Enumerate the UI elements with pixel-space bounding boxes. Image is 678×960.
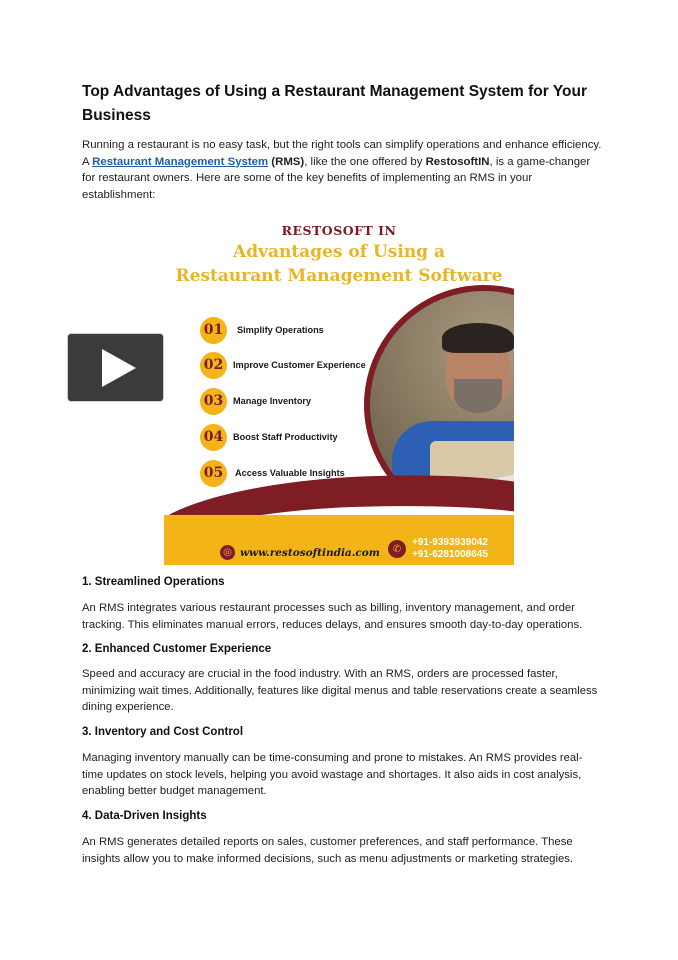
benefit-number: 03: [200, 388, 227, 415]
intro-text-1: Running a restaurant is no easy task, but the right tools can simplify operations and enhance efficiency. A: [82, 139, 602, 168]
website-text: www.restosoftindia.com: [240, 546, 380, 559]
play-icon: [102, 349, 136, 387]
section-body: Speed and accuracy are crucial in the food industry. With an RMS, orders are processed faster, minimizing wait times. Additionally, features like digital menus and table reservations create a seamless dining experience.: [82, 668, 598, 713]
banner-title: [164, 240, 514, 288]
phone-number-2: +91-6281008645: [412, 549, 488, 560]
banner-title-line2: Restaurant Management Software: [175, 266, 503, 286]
benefit-item: [200, 350, 390, 380]
page-title: Top Advantages of Using a Restaurant Management System for Your Business: [82, 83, 587, 124]
brand-name: RestosoftIN: [425, 155, 490, 168]
rms-link[interactable]: Restaurant Management System: [92, 155, 269, 168]
section-heading: 3. Inventory and Cost Control: [82, 726, 244, 738]
banner-brand: RESTOSOFT IN: [281, 223, 397, 238]
intro-text-4: , is a game-changer for restaurant owners. Here are some of the key benefits of implementing an RMS in your establishment:: [82, 155, 591, 201]
benefit-label: Access Valuable Insights: [235, 468, 345, 478]
benefit-label: Simplify Operations: [237, 325, 324, 335]
intro-paragraph: [82, 137, 602, 203]
benefit-item: [200, 386, 390, 416]
benefit-number: 02: [200, 352, 227, 379]
benefit-item: [200, 422, 390, 452]
phone-number-1: +91-9393939042: [412, 537, 488, 548]
section-heading: 1. Streamlined Operations: [82, 576, 225, 588]
section-body: Managing inventory manually can be time-consuming and prone to mistakes. An RMS provides real-time updates on stock levels, helping you avoid wastage and shortages. It also aids in cost analysis, enabling better budget management.: [82, 752, 583, 797]
benefit-number: 05: [200, 460, 227, 487]
benefit-label: Boost Staff Productivity: [233, 432, 338, 442]
rms-abbrev: (RMS): [271, 155, 305, 168]
intro-text-3: , like the one offered by: [304, 155, 426, 168]
benefit-label: Manage Inventory: [233, 396, 312, 406]
globe-icon: ◎: [220, 545, 235, 560]
banner-phones: [388, 537, 488, 561]
phone-numbers: [412, 537, 488, 561]
phone-icon: ✆: [388, 540, 406, 558]
benefit-number: 04: [200, 424, 227, 451]
banner-website: [220, 545, 380, 560]
section-heading: 2. Enhanced Customer Experience: [82, 643, 272, 655]
benefit-item: [200, 315, 390, 345]
benefit-label: Improve Customer Experience: [233, 360, 366, 370]
section-body: An RMS integrates various restaurant processes such as billing, inventory management, and order tracking. This eliminates manual errors, reduces delays, and ensures smooth day-to-day operations.: [82, 602, 583, 631]
benefit-number: 01: [200, 317, 227, 344]
video-play-button[interactable]: [68, 334, 163, 401]
banner-title-line1: Advantages of Using a: [233, 242, 445, 262]
section-body: An RMS generates detailed reports on sales, customer preferences, and staff performance. These insights allow you to make informed decisions, such as menu adjustments or marketing strategies.: [82, 836, 574, 865]
section-heading: 4. Data-Driven Insights: [82, 810, 207, 822]
promo-banner-image: [164, 215, 514, 565]
